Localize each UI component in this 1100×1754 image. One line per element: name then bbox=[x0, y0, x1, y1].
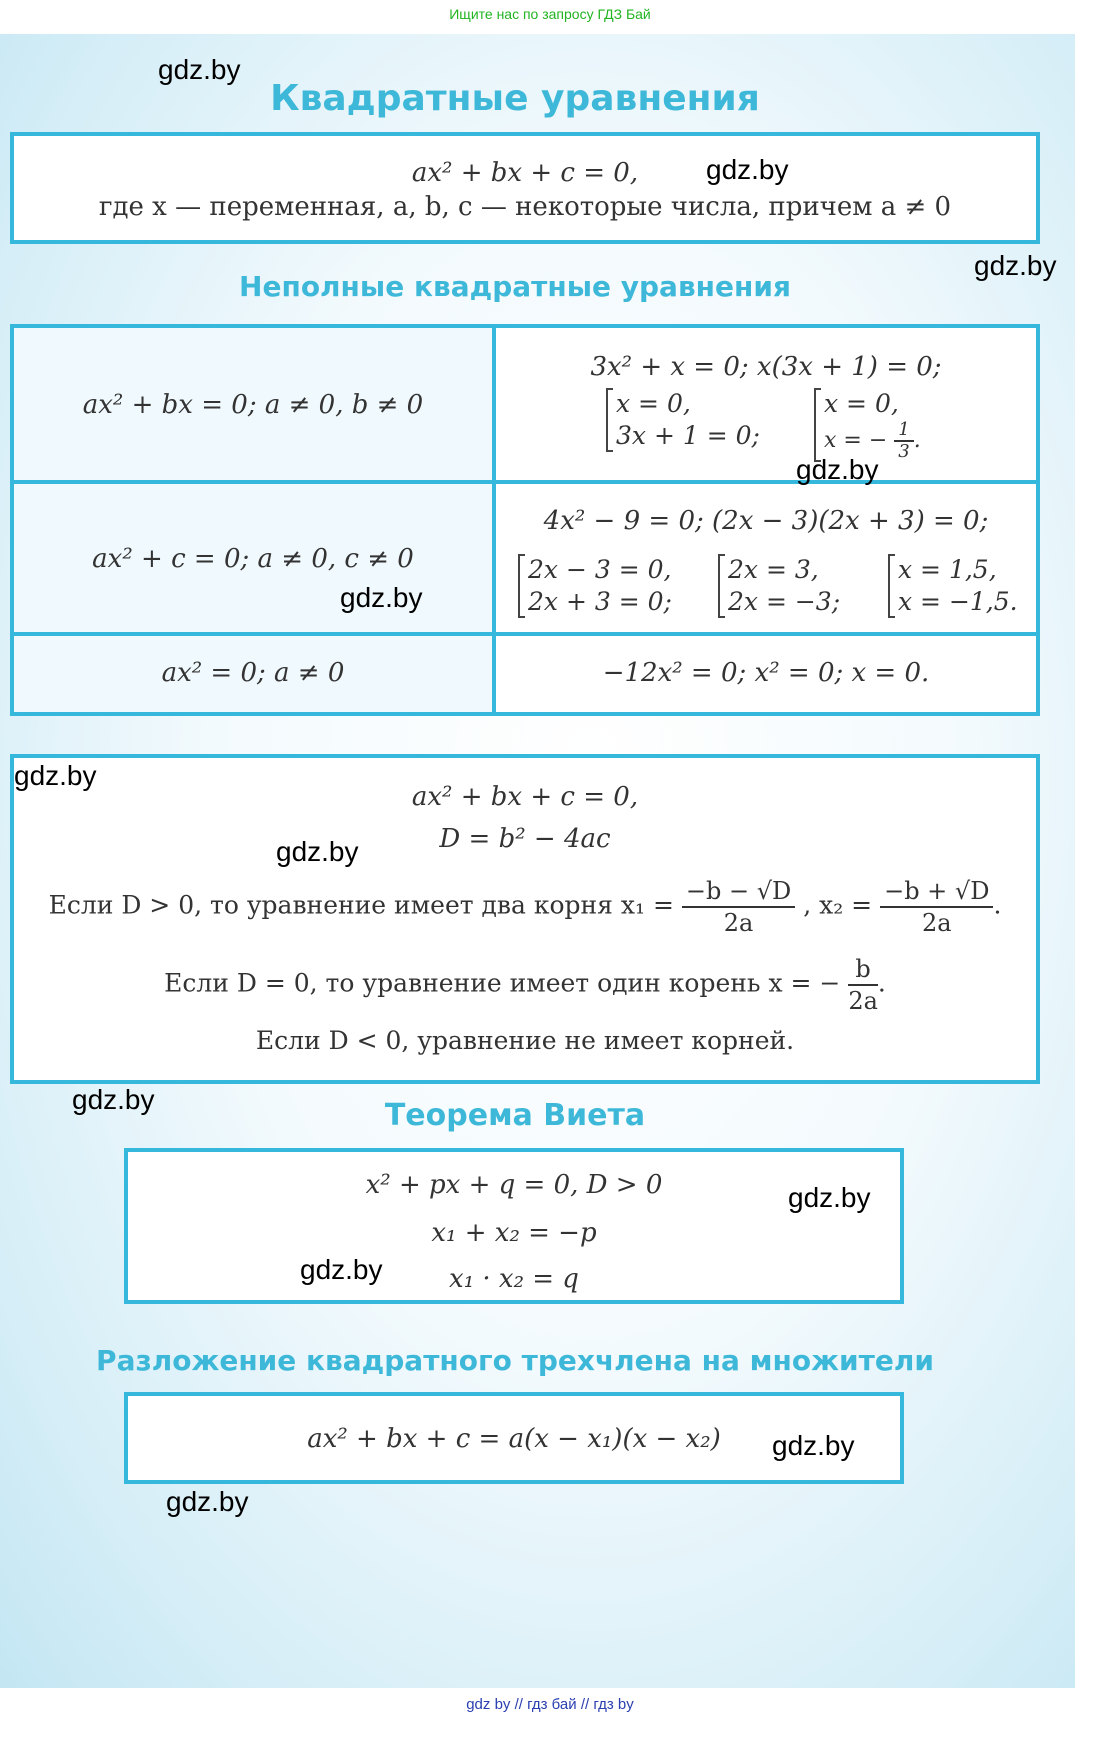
x1-fraction bbox=[682, 876, 795, 938]
row2-form: ax² + c = 0; a ≠ 0, c ≠ 0 bbox=[92, 544, 414, 574]
general-description: где x — переменная, a, b, c — некоторые числа, причем a ≠ 0 bbox=[98, 192, 952, 222]
row2-sys2-line1: 2x = 3, bbox=[728, 555, 819, 584]
x2-numerator: −b + √D bbox=[880, 876, 993, 908]
row2-example-cell bbox=[492, 480, 1040, 636]
row1-example-cell bbox=[492, 324, 1040, 484]
watermark: gdz.by bbox=[300, 1254, 383, 1285]
x1-numerator: −b − √D bbox=[682, 876, 795, 908]
watermark: gdz.by bbox=[72, 1084, 155, 1115]
row1-example: 3x² + x = 0; x(3x + 1) = 0; bbox=[590, 352, 942, 382]
vieta-sum: x₁ + x₂ = −p bbox=[431, 1218, 597, 1248]
root-denominator: 2a bbox=[848, 987, 878, 1015]
row2-sys2-line2: 2x = −3; bbox=[728, 587, 841, 616]
row3-form-cell bbox=[10, 632, 496, 716]
incomplete-table bbox=[10, 324, 1040, 716]
row3-example: −12x² = 0; x² = 0; x = 0. bbox=[602, 658, 930, 688]
page-title: Квадратные уравнения bbox=[270, 78, 760, 119]
x2-label: , x₂ = bbox=[803, 890, 873, 920]
row2-sys1-line2: 2x + 3 = 0; bbox=[528, 587, 672, 616]
disc-equation: ax² + bx + c = 0, bbox=[411, 782, 639, 812]
watermark: gdz.by bbox=[166, 1486, 249, 1517]
row2-sys3-line1: x = 1,5, bbox=[898, 555, 997, 584]
disc-negative-case: Если D < 0, уравнение не имеет корней. bbox=[255, 1026, 795, 1055]
x2-fraction bbox=[880, 876, 993, 938]
row2-sys3-line2: x = −1,5. bbox=[898, 587, 1018, 616]
row2-sys1-line1: 2x − 3 = 0, bbox=[528, 555, 672, 584]
positive-case-dot: . bbox=[993, 890, 1002, 920]
single-root-fraction bbox=[848, 954, 878, 1016]
row1-sys2-prefix: x = − bbox=[824, 428, 888, 453]
factor-heading: Разложение квадратного трехчлена на множители bbox=[96, 1344, 934, 1377]
vieta-product: x₁ · x₂ = q bbox=[449, 1264, 579, 1294]
watermark: gdz.by bbox=[788, 1182, 871, 1213]
x2-denominator: 2a bbox=[921, 909, 952, 937]
row2-example: 4x² − 9 = 0; (2x − 3)(2x + 3) = 0; bbox=[543, 506, 989, 536]
fraction-numerator: 1 bbox=[894, 420, 913, 442]
watermark: gdz.by bbox=[706, 154, 789, 185]
row1-system2 bbox=[814, 388, 921, 462]
watermark: gdz.by bbox=[276, 836, 359, 867]
factor-formula: ax² + bx + c = a(x − x₁)(x − x₂) bbox=[307, 1424, 721, 1454]
zero-case-dot: . bbox=[877, 968, 886, 998]
row3-form: ax² = 0; a ≠ 0 bbox=[161, 658, 345, 688]
general-form-box bbox=[10, 132, 1040, 244]
x1-denominator: 2a bbox=[723, 909, 754, 937]
positive-case-text: Если D > 0, то уравнение имеет два корня x₁ = bbox=[48, 890, 674, 920]
incomplete-heading: Неполные квадратные уравнения bbox=[239, 270, 791, 303]
row2-system3 bbox=[888, 554, 1018, 618]
discriminant-box bbox=[10, 754, 1040, 1084]
disc-zero-case bbox=[14, 954, 1036, 1016]
disc-positive-case bbox=[14, 876, 1036, 938]
reference-sheet bbox=[0, 34, 1075, 1688]
row1-sys2-dot: . bbox=[913, 428, 921, 453]
search-hint: Ищите нас по запросу ГДЗ Бай bbox=[449, 6, 651, 22]
footer-links[interactable]: gdz by // гдз бай // гдз by bbox=[466, 1696, 634, 1713]
row1-sys2-line1: x = 0, bbox=[824, 389, 899, 418]
one-third-fraction bbox=[894, 420, 913, 462]
vieta-equation: x² + px + q = 0, D > 0 bbox=[365, 1170, 663, 1200]
row2-form-cell bbox=[10, 480, 496, 636]
row1-form-cell bbox=[10, 324, 496, 484]
row3-example-cell bbox=[492, 632, 1040, 716]
watermark: gdz.by bbox=[158, 54, 241, 85]
watermark: gdz.by bbox=[796, 454, 879, 485]
row1-form: ax² + bx = 0; a ≠ 0, b ≠ 0 bbox=[82, 390, 424, 420]
row1-system1 bbox=[606, 388, 760, 452]
row2-system1 bbox=[518, 554, 672, 618]
row1-sys1-line1: x = 0, bbox=[616, 389, 691, 418]
disc-formula: D = b² − 4ac bbox=[439, 824, 611, 854]
general-equation: ax² + bx + c = 0, bbox=[411, 158, 639, 188]
zero-case-text: Если D = 0, то уравнение имеет один корень x = − bbox=[164, 968, 841, 998]
watermark: gdz.by bbox=[14, 760, 97, 791]
vieta-box bbox=[124, 1148, 904, 1304]
watermark: gdz.by bbox=[772, 1430, 855, 1461]
watermark: gdz.by bbox=[340, 582, 423, 613]
fraction-denominator: 3 bbox=[898, 441, 910, 462]
vieta-heading: Теорема Виета bbox=[384, 1098, 646, 1133]
row2-system2 bbox=[718, 554, 840, 618]
watermark: gdz.by bbox=[974, 250, 1057, 281]
root-numerator: b bbox=[848, 954, 878, 986]
row1-sys1-line2: 3x + 1 = 0; bbox=[616, 421, 760, 450]
